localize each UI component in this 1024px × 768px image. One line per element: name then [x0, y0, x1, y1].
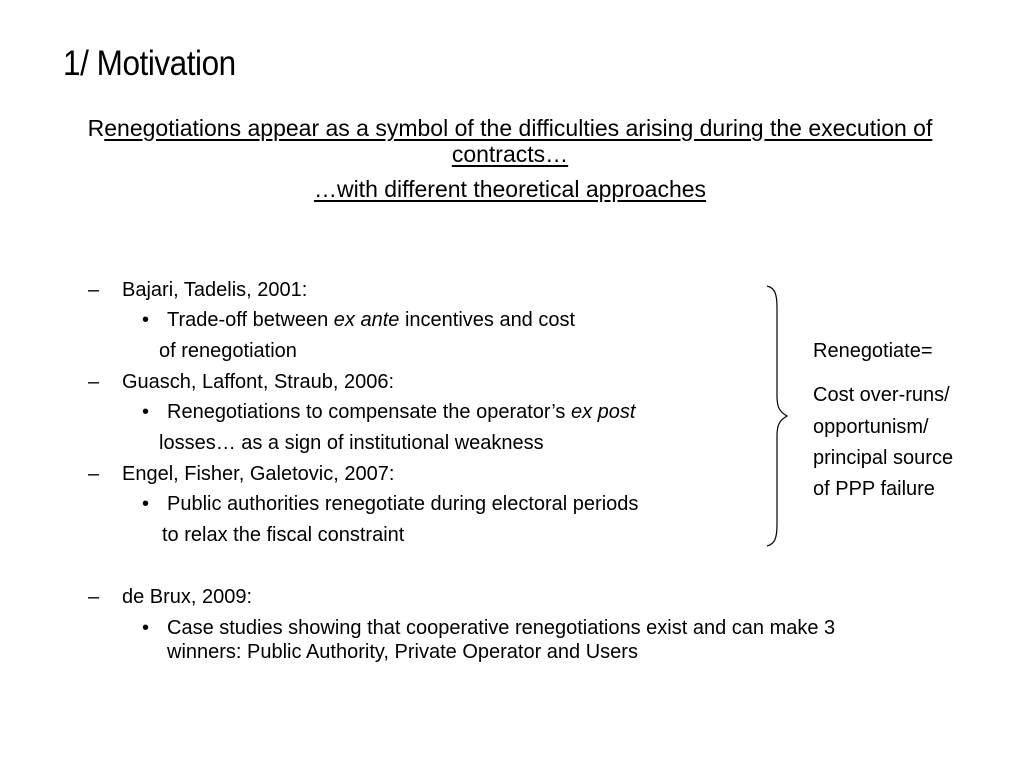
dash-marker: – [88, 279, 100, 301]
item-heading-engel: Engel, Fisher, Galetovic, 2007: [122, 463, 395, 485]
dash-marker: – [88, 586, 100, 608]
subtitle-line2: contracts… [451, 141, 569, 167]
bullet-marker: • [142, 401, 150, 423]
side-note-line: Cost over-runs/ [813, 384, 950, 406]
subtitle [60, 115, 960, 167]
text-part: incentives and cost [399, 309, 576, 331]
item-heading-bajari: Bajari, Tadelis, 2001: [122, 279, 308, 301]
dash-marker: – [88, 463, 100, 485]
bullet-marker: • [142, 309, 150, 331]
text-italic: ex ante [333, 309, 400, 331]
side-note-line: of PPP failure [813, 478, 935, 500]
right-brace-icon [765, 284, 791, 548]
text-italic: ex post [570, 401, 636, 423]
item-heading-guasch: Guasch, Laffont, Straub, 2006: [122, 371, 395, 393]
text-part: Renegotiations to compensate the operator’s [167, 401, 571, 423]
item-heading-debrux: de Brux, 2009: [122, 586, 253, 608]
dash-marker: – [88, 371, 100, 393]
slide-title: 1/ Motivation [63, 44, 236, 83]
item-continuation-engel: to relax the fiscal constraint [162, 524, 405, 546]
subtitle-line3: …with different theoretical approaches [313, 176, 707, 202]
item-continuation-guasch: losses… as a sign of institutional weakness [159, 432, 544, 454]
side-note-line: opportunism/ [813, 416, 929, 438]
text-part: Trade-off between [167, 309, 334, 331]
bullet-marker: • [142, 493, 150, 515]
side-note-line: principal source [813, 447, 954, 469]
item-text-debrux: Case studies showing that cooperative renegotiations exist and can make 3 [167, 617, 836, 639]
subtitle-approaches [60, 176, 960, 202]
item-text-engel: Public authorities renegotiate during electoral periods [167, 493, 639, 515]
item-text-guasch [167, 400, 635, 424]
item-continuation-debrux: winners: Public Authority, Private Operator and Users [167, 641, 638, 663]
subtitle-line1: enegotiations appear as a symbol of the difficulties arising during the execution of [104, 115, 933, 141]
item-text-bajari [167, 308, 575, 332]
item-continuation-bajari: of renegotiation [159, 340, 297, 362]
subtitle-first-letter: R [87, 115, 105, 141]
side-note-heading: Renegotiate= [813, 340, 933, 362]
bullet-marker: • [142, 617, 150, 639]
